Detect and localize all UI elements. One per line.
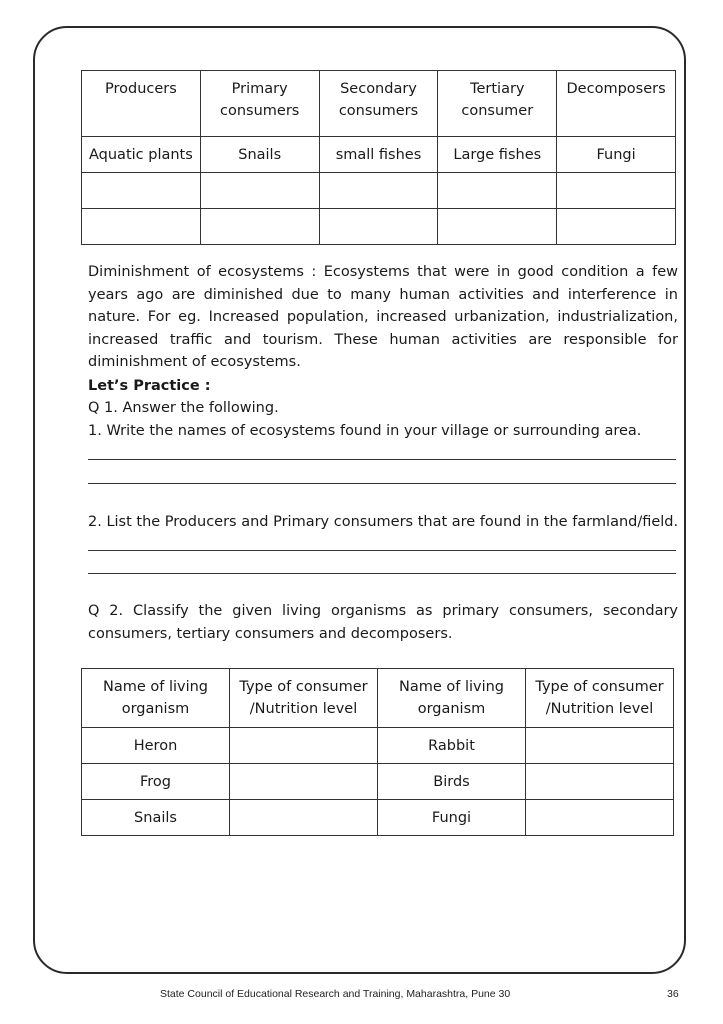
answer-line[interactable]	[88, 459, 676, 460]
table-cell-blank[interactable]	[200, 209, 319, 245]
diminishment-paragraph: Diminishment of ecosystems : Ecosystems that were in good condition a few years ago are diminished due to many human activities and interference in nature. For eg. Increased population, increased urbanization, industrialization, increased traffic and tourism. These human activities are responsible for diminishment of ecosystems.	[88, 264, 678, 370]
table-row	[82, 173, 676, 209]
table-header-row	[82, 669, 674, 728]
table-cell: Fungi	[557, 137, 676, 173]
question-1: Q 1. Answer the following.	[88, 400, 279, 416]
answer-cell[interactable]	[526, 728, 674, 764]
table-cell: Large fishes	[438, 137, 557, 173]
answer-line[interactable]	[88, 573, 676, 574]
table-cell-blank[interactable]	[319, 209, 438, 245]
answer-cell[interactable]	[526, 800, 674, 836]
table-row	[82, 137, 676, 173]
table-header-row	[82, 71, 676, 137]
organism-cell: Frog	[82, 764, 230, 800]
header-tertiary-consumer: Tertiary consumer	[438, 71, 557, 137]
table-cell: small fishes	[319, 137, 438, 173]
table-cell-blank[interactable]	[200, 173, 319, 209]
table-cell-blank[interactable]	[557, 173, 676, 209]
table-cell-blank[interactable]	[319, 173, 438, 209]
table-row	[82, 728, 674, 764]
answer-line[interactable]	[88, 483, 676, 484]
header-organism-name: Name of living organism	[378, 669, 526, 728]
header-consumer-type: Type of consumer /Nutrition level	[230, 669, 378, 728]
table-cell-blank[interactable]	[82, 173, 201, 209]
organism-cell: Rabbit	[378, 728, 526, 764]
header-producers: Producers	[82, 71, 201, 137]
table-cell: Aquatic plants	[82, 137, 201, 173]
organism-cell: Snails	[82, 800, 230, 836]
header-primary-consumers: Primary consumers	[200, 71, 319, 137]
food-chain-table	[81, 70, 676, 245]
table-cell-blank[interactable]	[557, 209, 676, 245]
table-row	[82, 764, 674, 800]
question-1-item-2: 2. List the Producers and Primary consumers that are found in the farmland/field.	[88, 514, 679, 530]
header-decomposers: Decomposers	[557, 71, 676, 137]
answer-cell[interactable]	[526, 764, 674, 800]
practice-heading: Let’s Practice :	[88, 378, 211, 394]
classify-table	[81, 668, 674, 836]
table-cell-blank[interactable]	[438, 209, 557, 245]
page-number: 36	[667, 988, 679, 1000]
table-cell-blank[interactable]	[438, 173, 557, 209]
answer-cell[interactable]	[230, 800, 378, 836]
answer-line[interactable]	[88, 550, 676, 551]
table-cell: Snails	[200, 137, 319, 173]
organism-cell: Heron	[82, 728, 230, 764]
footer-publisher: State Council of Educational Research and Training, Maharashtra, Pune 30	[160, 988, 511, 1000]
question-2: Q 2. Classify the given living organisms as primary consumers, secondary consumers, tertiary consumers and decomposers.	[88, 603, 678, 642]
answer-cell[interactable]	[230, 764, 378, 800]
question-1-item-1: 1. Write the names of ecosystems found in your village or surrounding area.	[88, 423, 642, 439]
table-cell-blank[interactable]	[82, 209, 201, 245]
table-row	[82, 209, 676, 245]
organism-cell: Birds	[378, 764, 526, 800]
table-row	[82, 800, 674, 836]
organism-cell: Fungi	[378, 800, 526, 836]
header-secondary-consumers: Secondary consumers	[319, 71, 438, 137]
answer-cell[interactable]	[230, 728, 378, 764]
header-organism-name: Name of living organism	[82, 669, 230, 728]
header-consumer-type: Type of consumer /Nutrition level	[526, 669, 674, 728]
